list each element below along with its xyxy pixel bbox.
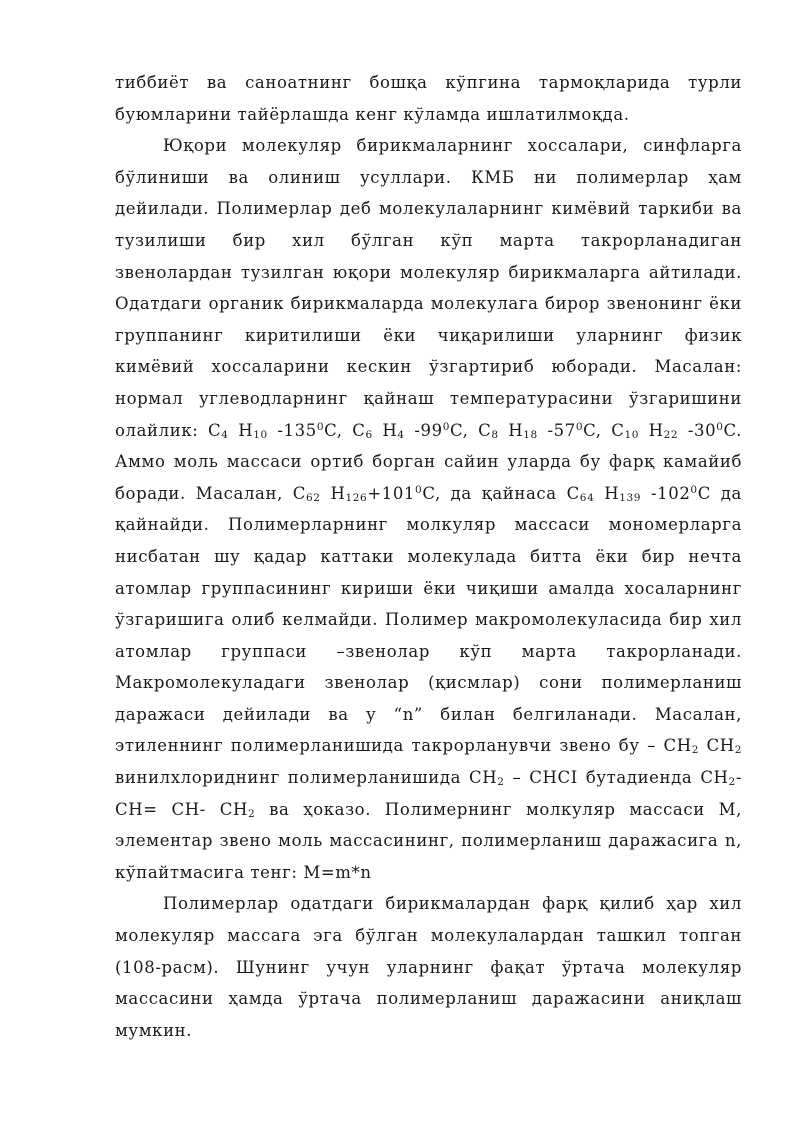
formula-part: H xyxy=(320,483,346,503)
paragraph-molecular-mass: Полимерлар одатдаги бирикмалардан фарқ қилиб ҳар хил молекуляр массага эга бўлган молекулалардан ташкил топган (108-расм). Шунинг учун уларнинг фақат ўртача молекуляр массасини ҳамда ўртача полимерланиш даражасини аниқлаш мумкин. xyxy=(115,894,742,1040)
formula-part: H xyxy=(498,420,524,440)
formula-c4h10 xyxy=(208,421,352,440)
paragraph-polymers-intro xyxy=(115,130,742,888)
formula-part: CH xyxy=(663,736,692,756)
formula-part: CH xyxy=(700,768,729,788)
formula-part: +101 xyxy=(367,483,416,503)
formula-part: -135 xyxy=(267,420,317,440)
formula-part: C да қайнайди. xyxy=(115,483,742,535)
degree-superscript: 0 xyxy=(575,420,584,433)
formula-subscript: 8 xyxy=(491,428,499,441)
degree-superscript: 0 xyxy=(415,483,423,496)
formula-subscript: 18 xyxy=(523,428,538,441)
formula-subscript: 62 xyxy=(306,491,321,504)
formula-part: CH xyxy=(219,799,248,819)
formula-part: H xyxy=(372,420,398,440)
degree-superscript: 0 xyxy=(716,420,724,433)
formula-part: C, xyxy=(324,420,353,440)
formula-part: C xyxy=(292,483,307,503)
formula-part: C xyxy=(566,483,580,503)
text-segment: винилхлориднинг полимерланишида xyxy=(115,768,469,788)
formula-part: -57 xyxy=(537,420,576,440)
formula-c6h4 xyxy=(352,421,478,440)
formula-subscript: 6 xyxy=(365,428,373,441)
formula-c8h18 xyxy=(478,421,611,440)
formula-subscript: 10 xyxy=(253,428,268,441)
text-segment: Полимерларнинг молкуляр массаси мономерларга нисбатан шу қадар каттаки молекулада битта ёки бир нечта атомлар группасининг кириши ёки чиқиши амалда хосаларнинг ўзгаришига олиб келмайди. Полимер макромолекуласида бир хил атомлар группаси –звенолар кўп марта такрорланади. Макромолекуладаги звенолар (қисмлар) сони полимерланиш даражаси дейилади ва у “n” билан белгиланади. Масалан, этиленнинг полимерланишида такрорланувчи звено бу – xyxy=(115,515,743,756)
formula-part: H xyxy=(594,483,620,503)
formula-part: CH xyxy=(469,768,498,788)
formula-subscript: 139 xyxy=(619,491,642,504)
formula-subscript: 22 xyxy=(663,428,679,441)
text-segment: Аммо моль массаси ортиб борган сайин уларда бу фарқ камайиб боради. Масалан, xyxy=(115,452,742,503)
degree-superscript: 0 xyxy=(690,483,698,496)
formula-part: H xyxy=(228,420,254,440)
formula-c10h22 xyxy=(611,421,742,440)
text-segment: Юқори молекуляр бирикмаларнинг хоссалари, синфларга бўлиниши ва олиниш усуллари. КМБ ни полимерлар ҳам дейилади. Полимерлар деб молекулаларнинг кимёвий таркиби ва тузилиши бир хил бўлган кўп марта такрорланадиган звенолардан тузилган юқори молекуляр бирикмаларга айтилади. Одатдаги органик бирикмаларда молекулага бирор звенонинг ёки группанинг киритилиши ёки чиқарилиши уларнинг физик кимёвий хоссаларини кескин ўзгартириб юборади. Масалан: нормал углеводларнинг қайнаш температурасини ўзгаришини олайлик: xyxy=(115,136,742,440)
formula-part: -102 xyxy=(641,483,691,503)
formula-subscript: 10 xyxy=(624,428,640,441)
formula-subscript: 2 xyxy=(691,744,699,757)
formula-part: CH xyxy=(699,736,735,756)
formula-subscript: 2 xyxy=(734,744,742,757)
formula-part: C, xyxy=(449,420,479,440)
formula-subscript: 4 xyxy=(397,428,405,441)
formula-subscript: 2 xyxy=(247,807,256,820)
degree-superscript: 0 xyxy=(442,420,450,433)
formula-part: C, да қайнаса xyxy=(422,483,567,503)
formula-c62h126 xyxy=(293,484,567,503)
text-segment: ва ҳоказо. Полимернинг молкуляр массаси M, элементар звено моль массасининг, полимерланиш даражасига n, кўпайтмасига тенг: M=m*n xyxy=(115,799,742,882)
formula-subscript: 126 xyxy=(345,491,368,504)
formula-subscript: 4 xyxy=(221,428,229,441)
formula-part: C xyxy=(208,420,222,440)
formula-part: C xyxy=(611,420,625,440)
document-page xyxy=(115,67,742,1046)
formula-subscript: 2 xyxy=(497,776,505,789)
formula-subscript: 2 xyxy=(728,776,736,789)
formula-subscript: 64 xyxy=(579,491,595,504)
degree-superscript: 0 xyxy=(316,420,325,433)
formula-part: -99 xyxy=(404,420,443,440)
formula-part: – CHCI бутадиенда xyxy=(504,768,701,788)
paragraph-continuation: тиббиёт ва саноатнинг бошқа кўпгина тармоқларида турли буюмларини тайёрлашда кенг кўламда ишлатилмоқда. xyxy=(115,73,742,124)
formula-part: -30 xyxy=(678,420,717,440)
formula-part: - CH= CH- xyxy=(115,768,742,819)
formula-part: C xyxy=(352,420,366,440)
formula-part: C, xyxy=(583,420,612,440)
formula-part: H xyxy=(639,420,664,440)
formula-part: C xyxy=(478,420,492,440)
formula-part: C. xyxy=(723,420,742,440)
